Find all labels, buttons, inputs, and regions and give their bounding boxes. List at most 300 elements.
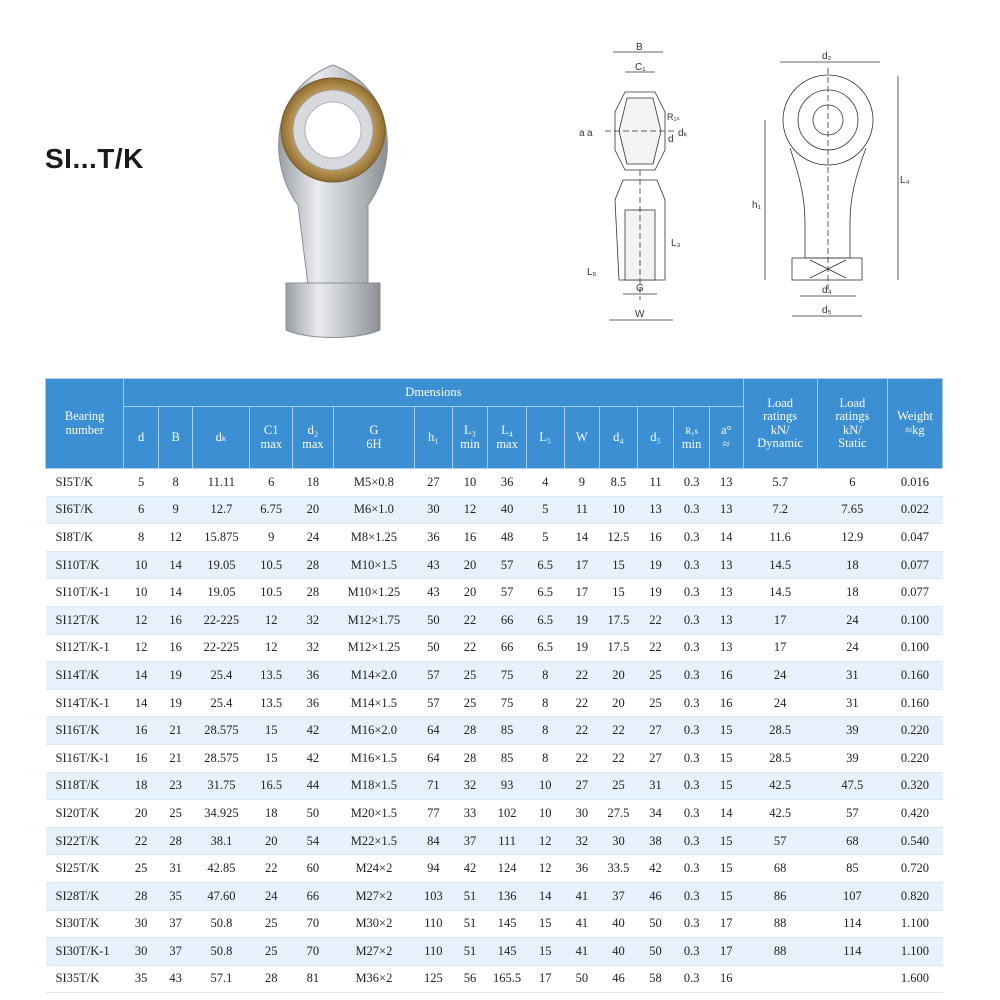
table-cell: 13 [709,496,743,524]
table-cell: 9 [564,469,600,497]
table-cell: 13.5 [250,662,293,690]
table-cell: 14.5 [743,551,817,579]
bearing-number-cell: SI18T/K [46,772,124,800]
table-cell: 57 [415,662,453,690]
table-cell: 85 [817,855,887,883]
table-cell: 43 [415,551,453,579]
header-h1: h₁ [415,407,453,469]
table-cell: 17 [564,579,600,607]
table-cell: 16 [709,662,743,690]
table-cell: 30 [415,496,453,524]
table-cell: 6 [250,469,293,497]
table-cell: 1.600 [887,965,942,993]
header-L5: L₅ [526,407,564,469]
table-cell: 12.9 [817,524,887,552]
table-cell: 5 [526,496,564,524]
table-cell: 15 [709,827,743,855]
table-cell: 68 [817,827,887,855]
table-cell: 15 [600,579,638,607]
table-cell: 37 [158,910,193,938]
table-cell: M12×1.75 [333,606,414,634]
table-cell: 1.100 [887,938,942,966]
table-cell: 25 [637,662,674,690]
table-cell: 12 [124,606,159,634]
table-cell: 39 [817,717,887,745]
table-cell: 50 [564,965,600,993]
bearing-number-cell: SI30T/K [46,910,124,938]
table-cell: 0.3 [674,717,710,745]
table-cell: 6 [124,496,159,524]
table-cell: 11 [637,469,674,497]
table-cell: 13 [709,469,743,497]
table-cell: 17 [743,606,817,634]
table-cell: 24 [743,689,817,717]
table-cell: 57 [488,551,527,579]
table-cell: 28.575 [193,744,250,772]
table-cell: 27 [637,744,674,772]
table-cell: 12.5 [600,524,638,552]
table-cell: 111 [488,827,527,855]
table-cell: 32 [293,606,334,634]
table-cell: M20×1.5 [333,800,414,828]
table-cell: 14 [709,800,743,828]
table-cell: 21 [158,717,193,745]
table-row [46,965,943,993]
table-cell: 37 [600,882,638,910]
table-cell: 13 [709,634,743,662]
table-cell: 15 [526,938,564,966]
table-row [46,772,943,800]
table-cell: M16×1.5 [333,744,414,772]
table-cell: 13 [709,551,743,579]
table-cell: 16 [124,717,159,745]
table-cell: 21 [158,744,193,772]
table-cell: 66 [488,606,527,634]
table-cell: 1.100 [887,910,942,938]
table-cell: 0.160 [887,662,942,690]
table-cell: 32 [452,772,488,800]
table-cell: 27.5 [600,800,638,828]
table-cell: 10 [124,579,159,607]
header-L4: L₄ max [488,407,527,469]
table-cell: 66 [488,634,527,662]
table-cell: M5×0.8 [333,469,414,497]
table-cell: 27 [415,469,453,497]
table-cell: 10 [526,772,564,800]
bearing-number-cell: SI14T/K [46,662,124,690]
table-cell: 22 [250,855,293,883]
table-cell: 20 [293,496,334,524]
table-cell: 94 [415,855,453,883]
table-cell: 31 [158,855,193,883]
table-cell: 16 [158,634,193,662]
table-cell: 25 [452,689,488,717]
table-cell: 25 [250,938,293,966]
table-cell: 14 [709,524,743,552]
table-cell: 36 [564,855,600,883]
bearing-number-cell: SI6T/K [46,496,124,524]
table-cell: M16×2.0 [333,717,414,745]
table-cell: 18 [817,551,887,579]
front-drawing [750,48,910,323]
table-row [46,662,943,690]
rod-end-photo [258,55,408,345]
table-cell: 50 [415,606,453,634]
table-cell: 64 [415,717,453,745]
table-cell: 0.077 [887,579,942,607]
table-cell: 14 [158,579,193,607]
table-cell: 25 [637,689,674,717]
table-cell: 20 [250,827,293,855]
table-cell: 31 [817,689,887,717]
table-cell: 0.3 [674,827,710,855]
table-cell: 47.5 [817,772,887,800]
table-cell: 43 [415,579,453,607]
table-cell: 7.2 [743,496,817,524]
table-cell: 11.6 [743,524,817,552]
label-C1: C₁ [635,62,646,73]
table-cell: 125 [415,965,453,993]
table-cell: 12 [158,524,193,552]
table-row [46,827,943,855]
table-cell [817,965,887,993]
table-cell: 18 [250,800,293,828]
header-dimensions-group: Dmensions [124,379,743,407]
bearing-number-cell: SI16T/K [46,717,124,745]
label-L4: L₄ [900,175,910,186]
table-cell: M30×2 [333,910,414,938]
bearing-number-cell: SI12T/K-1 [46,634,124,662]
table-cell: 25.4 [193,689,250,717]
table-cell: 5 [124,469,159,497]
table-row [46,689,943,717]
table-cell: 0.820 [887,882,942,910]
table-cell: 17 [564,551,600,579]
table-cell: 110 [415,938,453,966]
table-cell: 22 [452,606,488,634]
table-cell: M27×2 [333,938,414,966]
table-row [46,496,943,524]
table-cell: 12 [250,634,293,662]
header-d2: d₂ max [293,407,334,469]
table-cell: 0.3 [674,496,710,524]
table-cell: 0.100 [887,606,942,634]
table-cell: 28 [293,551,334,579]
header-W: W [564,407,600,469]
table-cell: 15 [709,882,743,910]
table-cell: 34.925 [193,800,250,828]
table-cell: 8 [124,524,159,552]
label-a: a [579,128,585,139]
table-cell: 25 [600,772,638,800]
table-cell: 88 [743,938,817,966]
table-row [46,524,943,552]
table-cell: 32 [564,827,600,855]
table-cell: 9 [250,524,293,552]
table-cell: 16 [709,689,743,717]
table-cell: 48 [488,524,527,552]
table-cell: 32 [293,634,334,662]
table-cell: 6.5 [526,551,564,579]
table-cell: 107 [817,882,887,910]
header-a: a° ≈ [709,407,743,469]
bearing-number-cell: SI30T/K-1 [46,938,124,966]
table-cell: 0.3 [674,772,710,800]
label-d2: d₂ [822,51,832,62]
table-cell: 28 [124,882,159,910]
table-cell: 50.8 [193,910,250,938]
table-cell: 10 [600,496,638,524]
table-cell: 28 [452,744,488,772]
table-cell: 0.220 [887,717,942,745]
table-cell: 23 [158,772,193,800]
table-cell: 10.5 [250,579,293,607]
table-cell: 28.5 [743,744,817,772]
table-cell: 35 [158,882,193,910]
table-cell: 22 [564,717,600,745]
table-cell: 34 [637,800,674,828]
table-cell: 14 [158,551,193,579]
table-cell: 57 [743,827,817,855]
bearing-number-cell: SI25T/K [46,855,124,883]
header-load-static: Load ratings kN/ Static [817,379,887,469]
table-cell: 33 [452,800,488,828]
table-cell: 57.1 [193,965,250,993]
table-cell: 8 [526,744,564,772]
table-cell: 15 [709,772,743,800]
table-cell: 22 [600,744,638,772]
table-cell: 46 [637,882,674,910]
table-cell: 54 [293,827,334,855]
table-cell: 18 [124,772,159,800]
table-cell: M22×1.5 [333,827,414,855]
bearing-number-cell: SI12T/K [46,606,124,634]
table-cell: 22 [600,717,638,745]
table-cell: 24 [817,606,887,634]
label-d: d [668,134,674,145]
table-cell: 22 [564,689,600,717]
table-cell: 28 [452,717,488,745]
table-cell: 24 [250,882,293,910]
header-B: B [158,407,193,469]
table-cell: 31 [637,772,674,800]
table-cell: 17 [743,634,817,662]
table-cell: M18×1.5 [333,772,414,800]
table-cell: 56 [452,965,488,993]
table-cell: 9 [158,496,193,524]
table-cell: 19 [637,551,674,579]
table-cell: 11.11 [193,469,250,497]
table-cell: 42 [293,744,334,772]
table-cell: 36 [293,662,334,690]
bearing-number-cell: SI22T/K [46,827,124,855]
table-cell: 28.5 [743,717,817,745]
header-weight: Weight ≈kg [887,379,942,469]
table-cell: 17 [526,965,564,993]
specification-rows [46,469,943,993]
table-cell: 70 [293,910,334,938]
table-cell: 24 [743,662,817,690]
header-dk: dₖ [193,407,250,469]
table-cell: 30 [600,827,638,855]
table-cell: 41 [564,882,600,910]
table-row [46,579,943,607]
table-cell: 39 [817,744,887,772]
table-cell: 6.5 [526,606,564,634]
table-cell: 0.3 [674,800,710,828]
table-cell: 22 [564,662,600,690]
table-cell: 10 [526,800,564,828]
table-cell: 22 [637,606,674,634]
table-row [46,855,943,883]
table-cell: M14×1.5 [333,689,414,717]
table-row [46,634,943,662]
table-cell: 50 [637,910,674,938]
bearing-number-cell: SI10T/K-1 [46,579,124,607]
header-d5: d₅ [637,407,674,469]
table-cell: 42 [293,717,334,745]
table-cell: 37 [158,938,193,966]
table-cell: 16.5 [250,772,293,800]
table-cell: 0.3 [674,689,710,717]
table-cell: 60 [293,855,334,883]
table-cell: 110 [415,910,453,938]
table-cell: 46 [600,965,638,993]
table-cell: 43 [158,965,193,993]
table-cell: 44 [293,772,334,800]
table-cell: 6.5 [526,579,564,607]
label-L5: L₅ [587,267,597,278]
table-cell: 27 [564,772,600,800]
table-row [46,551,943,579]
table-row [46,744,943,772]
table-cell: M6×1.0 [333,496,414,524]
table-cell: 5.7 [743,469,817,497]
table-cell: 0.160 [887,689,942,717]
table-cell: 17 [709,910,743,938]
table-cell: 75 [488,689,527,717]
bearing-number-cell: SI10T/K [46,551,124,579]
table-cell: 0.077 [887,551,942,579]
table-cell: 15 [709,717,743,745]
table-cell: 8 [526,717,564,745]
table-row [46,800,943,828]
label-W: W [635,309,645,320]
bearing-number-cell: SI35T/K [46,965,124,993]
table-cell: 12 [526,855,564,883]
table-cell: 85 [488,717,527,745]
table-cell: 0.3 [674,524,710,552]
label-h1: h₁ [752,200,761,211]
table-cell: 19 [637,579,674,607]
table-cell: 10.5 [250,551,293,579]
table-cell: 0.3 [674,910,710,938]
table-cell: 145 [488,910,527,938]
table-cell: 36 [415,524,453,552]
table-cell: 0.420 [887,800,942,828]
table-cell: 12 [526,827,564,855]
table-cell: 4 [526,469,564,497]
table-cell: 0.3 [674,965,710,993]
table-cell: 15 [709,744,743,772]
table-cell: 19 [564,606,600,634]
table-cell: M14×2.0 [333,662,414,690]
table-cell: 20 [452,551,488,579]
table-cell: 40 [488,496,527,524]
header-G: G 6H [333,407,414,469]
table-cell: 0.3 [674,469,710,497]
table-cell: 0.320 [887,772,942,800]
table-cell: 58 [637,965,674,993]
label-d5: d₅ [822,305,832,316]
table-cell: 6.5 [526,634,564,662]
table-cell: 0.220 [887,744,942,772]
table-cell: 51 [452,910,488,938]
table-cell: 25 [124,855,159,883]
table-cell: 12 [124,634,159,662]
table-cell: 7.65 [817,496,887,524]
table-cell: 15 [250,744,293,772]
table-cell: 20 [452,579,488,607]
table-cell: 17 [709,938,743,966]
table-cell: 8 [526,689,564,717]
table-cell: 0.3 [674,579,710,607]
table-cell: 6 [817,469,887,497]
table-cell: 50 [637,938,674,966]
table-cell: 18 [293,469,334,497]
label-B: B [636,42,643,53]
table-cell: M27×2 [333,882,414,910]
table-cell: 24 [817,634,887,662]
table-cell: 57 [488,579,527,607]
header-C1: C1 max [250,407,293,469]
table-cell: 114 [817,938,887,966]
table-cell: 64 [415,744,453,772]
table-cell: 28 [293,579,334,607]
header-d4: d₄ [600,407,638,469]
table-cell: 0.3 [674,855,710,883]
table-cell: 0.3 [674,551,710,579]
table-cell: M10×1.5 [333,551,414,579]
table-cell: 124 [488,855,527,883]
table-cell: 19 [158,662,193,690]
table-cell: 19.05 [193,579,250,607]
table-cell: 103 [415,882,453,910]
table-cell: M10×1.25 [333,579,414,607]
table-cell: 93 [488,772,527,800]
table-cell: 20 [600,689,638,717]
table-cell: 24 [293,524,334,552]
table-cell: 19 [158,689,193,717]
table-cell: 0.3 [674,882,710,910]
table-cell: 33.5 [600,855,638,883]
table-cell: 13 [637,496,674,524]
table-cell: 30 [564,800,600,828]
table-cell: 102 [488,800,527,828]
table-cell: 8 [158,469,193,497]
table-cell: 37 [452,827,488,855]
table-cell: 42 [452,855,488,883]
table-cell: 50 [415,634,453,662]
table-cell: 16 [158,606,193,634]
table-cell: 22 [452,634,488,662]
label-dk: dₖ [678,128,688,139]
table-cell: 16 [637,524,674,552]
table-cell: 71 [415,772,453,800]
table-cell: 145 [488,938,527,966]
table-row [46,717,943,745]
table-cell: 15 [250,717,293,745]
